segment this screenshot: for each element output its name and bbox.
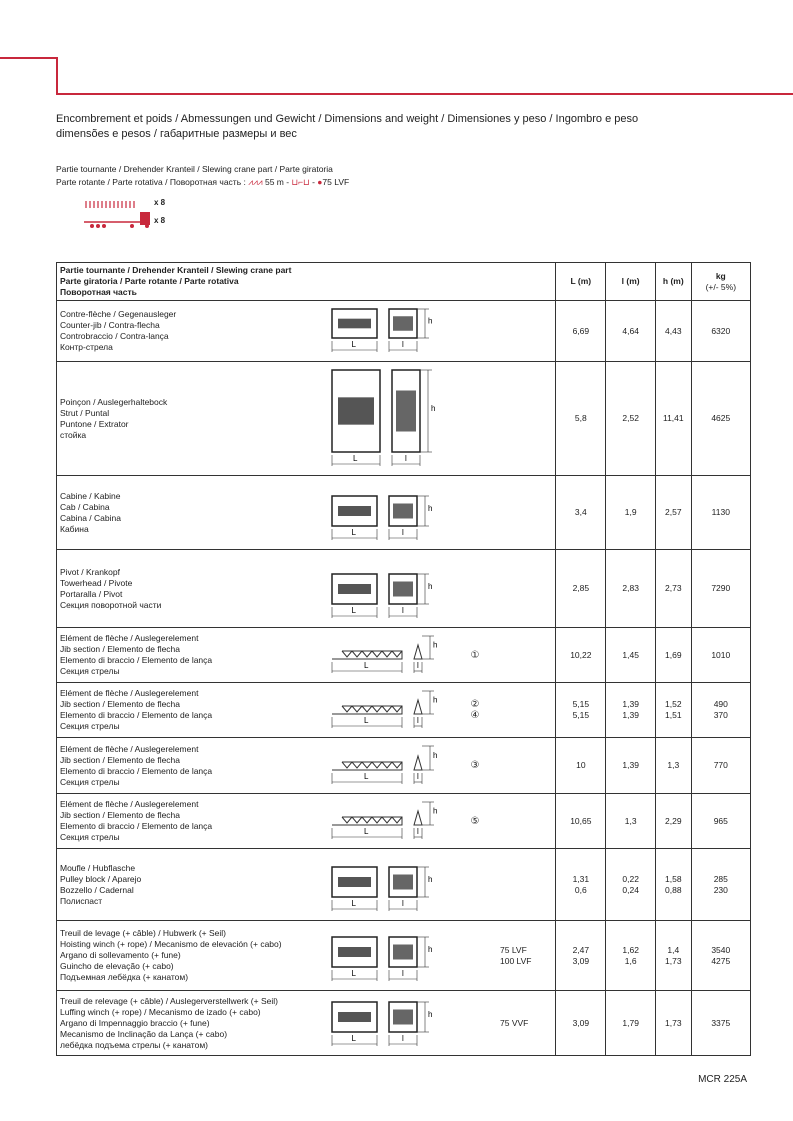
description-line: Contre-flèche / Gegenausleger — [60, 309, 177, 319]
component-description — [60, 799, 330, 843]
value: 285 — [713, 873, 728, 884]
description-line: Argano di Impennaggio braccio (+ fune) — [60, 1017, 210, 1028]
value-kg — [691, 301, 750, 362]
value: 1,79 — [622, 1017, 639, 1028]
dimensions-table — [56, 262, 751, 1056]
red-frame-line — [56, 93, 793, 95]
title-line: Encombrement et poids / Abmessungen und Gewicht / Dimensions and weight / Dimensiones y peso / Ingombro e peso — [56, 113, 639, 125]
value-l — [606, 362, 656, 476]
header-l: l (m) — [606, 263, 656, 301]
value-h — [656, 738, 692, 794]
description-line: Treuil de levage (+ câble) / Hubwerk (+ Seil) — [60, 928, 226, 938]
value: 1,6 — [624, 955, 637, 966]
value-kg — [691, 991, 750, 1056]
description-line: Argano di sollevamento (+ fune) — [60, 950, 181, 960]
component-cell — [57, 476, 556, 550]
value-kg — [691, 628, 750, 683]
variant-labels — [500, 945, 540, 967]
value: 1,4 — [667, 944, 680, 955]
description-line: Кабина — [60, 523, 89, 534]
dim-label-l: l — [402, 605, 404, 615]
description-line: Elément de flèche / Auslegerelement — [60, 743, 199, 754]
value: 10,65 — [570, 815, 592, 826]
winch-model: 75 LVF — [322, 177, 350, 187]
truck-icon — [84, 210, 154, 246]
dim-label-L: L — [364, 771, 369, 781]
dim-label-L: L — [351, 527, 356, 537]
value: 0,88 — [665, 884, 682, 895]
separator: - — [312, 177, 315, 187]
description-line: стойка — [60, 429, 87, 440]
description-line: Jib section / Elemento de flecha — [60, 754, 181, 765]
component-wrap — [60, 366, 552, 472]
variant-label: 100 LVF — [500, 955, 532, 966]
dim-label-L: L — [351, 898, 356, 908]
description-line: Elemento di braccio / Elemento de lança — [60, 765, 213, 776]
sections-count: x 8 — [154, 198, 166, 207]
dim-label-l: l — [402, 339, 404, 349]
value: 2,29 — [665, 815, 682, 826]
value: 1,69 — [665, 649, 682, 660]
value-h — [656, 991, 692, 1056]
component-drawing-icon — [330, 632, 450, 679]
value: 2,85 — [572, 583, 590, 593]
variant-labels — [500, 1018, 540, 1029]
value-h — [656, 794, 692, 849]
description-line: Controbraccio / Contra-lança — [60, 331, 169, 341]
section-number: ② — [470, 699, 480, 710]
dim-label-h: h — [433, 750, 438, 760]
value-h — [656, 476, 692, 550]
table-row — [57, 476, 751, 550]
description-line: Hoisting winch (+ rope) / Mecanismo de elevación (+ cabo) — [60, 939, 282, 949]
value: 2,47 — [572, 944, 590, 955]
description-line: Секция стрелы — [60, 721, 120, 731]
component-cell — [57, 794, 556, 849]
value: 965 — [713, 815, 728, 826]
value: 3540 — [711, 944, 731, 955]
description-line: Moufle / Hubflasche — [60, 862, 136, 873]
variant-label: 75 LVF — [500, 944, 527, 955]
component-cell — [57, 362, 556, 476]
value: 1,58 — [665, 873, 682, 884]
component-wrap — [60, 305, 552, 358]
value-l — [606, 683, 656, 738]
description-line: Portaralla / Pivot — [60, 588, 123, 599]
description-line: Cabina / Cabina — [60, 512, 121, 523]
value: 1,39 — [622, 760, 639, 770]
dim-label-h: h — [428, 503, 433, 513]
table-row — [57, 738, 751, 794]
dim-label-h: h — [428, 874, 433, 884]
value-L — [556, 921, 606, 991]
value-kg — [691, 794, 750, 849]
value: 370 — [713, 710, 728, 720]
dim-label-h: h — [428, 581, 433, 591]
value-l — [606, 794, 656, 849]
component-drawing-icon — [330, 798, 450, 845]
description-line: Секция стрелы — [60, 666, 120, 676]
value: 2,73 — [665, 583, 682, 593]
dim-label-l: l — [417, 715, 419, 725]
value-l — [606, 301, 656, 362]
value: 6320 — [711, 325, 731, 336]
header-desc-line: Parte giratoria / Parte rotante / Parte rotativa — [60, 276, 239, 286]
description-line: Elément de flèche / Auslegerelement — [60, 799, 199, 809]
dim-label-L: L — [364, 826, 369, 836]
value-l — [606, 991, 656, 1056]
value-kg — [691, 738, 750, 794]
table-header-row — [57, 263, 751, 301]
red-frame-line — [56, 57, 58, 95]
description-line: Секция стрелы — [60, 776, 120, 787]
description-line: Towerhead / Pivote — [60, 577, 133, 588]
description-line: Guincho de elevação (+ cabo) — [60, 961, 174, 971]
value: 1,39 — [622, 699, 639, 709]
component-drawing-icon — [330, 305, 450, 358]
value-L — [556, 628, 606, 683]
value: 1,31 — [572, 873, 590, 884]
dim-label-l: l — [417, 771, 419, 781]
value-h — [656, 849, 692, 921]
value-h — [656, 921, 692, 991]
hook-icon: ⊔⌐⊔ — [291, 177, 310, 187]
value-kg — [691, 550, 750, 628]
value: 1,73 — [665, 1017, 682, 1028]
transport-info — [84, 196, 204, 232]
description-line: Puntone / Extrator — [60, 418, 129, 429]
table-row — [57, 550, 751, 628]
table-row — [57, 362, 751, 476]
description-line: Контр-стрела — [60, 342, 113, 352]
description-line: Counter-jib / Contra-flecha — [60, 320, 160, 330]
dim-label-L: L — [351, 968, 356, 978]
value: 1,39 — [622, 710, 639, 720]
value: 7290 — [711, 583, 731, 593]
value: 2,83 — [622, 583, 639, 593]
value-h — [656, 362, 692, 476]
header-L: L (m) — [556, 263, 606, 301]
component-description — [60, 744, 330, 788]
description-line: Pivot / Krankopf — [60, 566, 121, 577]
dim-label-L: L — [351, 1033, 356, 1043]
component-drawing-icon — [330, 480, 450, 546]
description-line: Cab / Cabina — [60, 501, 110, 512]
value-L — [556, 550, 606, 628]
value-l — [606, 849, 656, 921]
value-l — [606, 738, 656, 794]
value: 1,3 — [624, 815, 637, 826]
value-L — [556, 301, 606, 362]
value: 1,45 — [622, 649, 639, 660]
description-line: Секция поворотной части — [60, 599, 162, 610]
value: 2,57 — [665, 507, 682, 517]
component-drawing-icon — [330, 742, 450, 790]
trucks-count: x 8 — [154, 216, 166, 225]
value: 0,22 — [622, 873, 639, 884]
value-kg — [691, 362, 750, 476]
component-description — [60, 491, 330, 535]
page-title — [56, 112, 696, 142]
component-description — [60, 928, 330, 983]
description-line: Strut / Puntal — [60, 407, 110, 418]
description-line: Jib section / Elemento de flecha — [60, 644, 181, 654]
dim-label-h: h — [433, 695, 438, 704]
dim-label-l: l — [402, 898, 404, 908]
component-wrap — [60, 554, 552, 624]
description-line: Секция стрелы — [60, 832, 120, 842]
value: 1,73 — [665, 955, 682, 966]
component-drawing-icon — [330, 687, 450, 734]
value: 10 — [576, 760, 586, 770]
component-cell — [57, 849, 556, 921]
component-wrap — [60, 995, 552, 1052]
description-line: лебёдка подъема стрелы (+ канатом) — [60, 1039, 208, 1050]
dim-label-L: L — [364, 660, 369, 670]
component-wrap — [60, 798, 552, 845]
section-number: ⑤ — [470, 815, 480, 827]
value-kg — [691, 849, 750, 921]
header-h: h (m) — [656, 263, 692, 301]
value: 3,4 — [574, 507, 587, 517]
table-row — [57, 683, 751, 738]
value-l — [606, 628, 656, 683]
dim-label-h: h — [433, 806, 438, 815]
component-wrap — [60, 480, 552, 546]
value: 0,6 — [574, 884, 587, 895]
value: 1,62 — [622, 944, 639, 955]
component-cell — [57, 738, 556, 794]
jib-length: 55 m - — [264, 177, 290, 187]
section-number: ③ — [470, 760, 480, 771]
value-l — [606, 550, 656, 628]
component-cell — [57, 301, 556, 362]
table-row — [57, 991, 751, 1056]
value: 5,15 — [572, 699, 590, 709]
component-drawing-icon — [330, 925, 450, 987]
component-description — [60, 309, 330, 353]
section-number-marker — [450, 760, 500, 771]
table-row — [57, 301, 751, 362]
value: 490 — [713, 699, 728, 709]
component-drawing-icon — [330, 366, 450, 472]
value-kg — [691, 683, 750, 738]
value: 3,09 — [572, 1017, 590, 1028]
subtitle-prefix: Parte rotante / Parte rotativa / Поворотная часть : — [56, 177, 249, 187]
title-line: dimensões e pesos / габаритные размеры и вес — [56, 128, 297, 140]
dim-label-h: h — [428, 316, 433, 325]
dim-label-h: h — [431, 403, 436, 413]
section-number-marker — [450, 650, 500, 661]
red-frame-line — [0, 57, 57, 59]
description-line: Подъемная лебёдка (+ канатом) — [60, 972, 189, 982]
table-row — [57, 628, 751, 683]
section-number: ④ — [470, 710, 480, 721]
value-l — [606, 921, 656, 991]
dim-label-l: l — [417, 826, 419, 836]
winch-icon: ● — [317, 177, 323, 187]
description-line: Elemento di braccio / Elemento de lança — [60, 655, 213, 665]
model-footer: MCR 225A — [698, 1074, 747, 1085]
value: 4,43 — [665, 325, 682, 336]
value-kg — [691, 476, 750, 550]
description-line: Jib section / Elemento de flecha — [60, 810, 181, 820]
description-line: Elément de flèche / Auslegerelement — [60, 633, 199, 643]
component-description — [60, 567, 330, 611]
jib-icon: ⩘⩘⩘ — [248, 177, 263, 187]
value: 1,9 — [624, 507, 637, 517]
value: 770 — [713, 760, 728, 770]
component-wrap — [60, 742, 552, 790]
value: 5,8 — [574, 413, 587, 423]
value: 4,64 — [622, 325, 639, 336]
dim-label-l: l — [402, 1033, 404, 1043]
dim-label-l: l — [417, 660, 419, 670]
value: 1,52 — [665, 699, 682, 709]
value-l — [606, 476, 656, 550]
table-row — [57, 794, 751, 849]
description-line: Luffing winch (+ rope) / Mecanismo de izado (+ cabo) — [60, 1006, 261, 1017]
dim-label-h: h — [428, 944, 433, 954]
value-h — [656, 683, 692, 738]
dim-label-L: L — [351, 605, 356, 615]
section-number-marker — [450, 699, 500, 721]
value: 10,22 — [570, 649, 592, 660]
header-kg — [691, 263, 750, 301]
dim-label-L: L — [353, 453, 358, 463]
value: 1,51 — [665, 710, 682, 720]
value: 6,69 — [572, 325, 590, 336]
value: 1,3 — [667, 760, 680, 770]
value-h — [656, 301, 692, 362]
header-desc-line: Partie tournante / Drehender Kranteil / Slewing crane part — [60, 265, 292, 275]
value-L — [556, 849, 606, 921]
dim-label-h: h — [428, 1009, 433, 1019]
component-wrap — [60, 687, 552, 734]
component-drawing-icon — [330, 554, 450, 624]
description-line: Elément de flèche / Auslegerelement — [60, 688, 199, 698]
header-desc-line: Поворотная часть — [60, 287, 137, 297]
component-cell — [57, 550, 556, 628]
component-description — [60, 397, 330, 441]
table-row — [57, 849, 751, 921]
description-line: Cabine / Kabine — [60, 490, 121, 501]
value-L — [556, 476, 606, 550]
description-line: Treuil de relevage (+ câble) / Auslegerverstellwerk (+ Seil) — [60, 995, 278, 1006]
description-line: Mecanismo de Inclinação da Lança (+ cabo) — [60, 1028, 228, 1039]
component-cell — [57, 683, 556, 738]
component-description — [60, 863, 330, 907]
table-row — [57, 921, 751, 991]
value: 1010 — [711, 649, 731, 660]
component-drawing-icon — [330, 995, 450, 1052]
value-L — [556, 738, 606, 794]
value-h — [656, 628, 692, 683]
dim-label-L: L — [364, 715, 369, 725]
value: 2,52 — [622, 413, 639, 423]
description-line: Jib section / Elemento de flecha — [60, 699, 181, 709]
value: 3,09 — [572, 955, 590, 966]
description-line: Pulley block / Aparejo — [60, 873, 142, 884]
value-L — [556, 794, 606, 849]
subtitle-line: Partie tournante / Drehender Kranteil / Slewing crane part / Parte giratoria — [56, 164, 333, 174]
component-drawing-icon — [330, 853, 450, 917]
description-line: Bozzello / Cadernal — [60, 884, 134, 895]
value: 5,15 — [572, 710, 590, 720]
value: 4625 — [711, 413, 731, 423]
value-L — [556, 991, 606, 1056]
dim-label-L: L — [351, 339, 356, 349]
subtitle-line — [56, 176, 349, 189]
dim-label-l: l — [402, 968, 404, 978]
dim-label-h: h — [433, 640, 438, 649]
header-kg-label: kg — [715, 270, 726, 281]
section-number: ① — [470, 649, 480, 661]
component-wrap — [60, 925, 552, 987]
component-cell — [57, 628, 556, 683]
section-subtitle — [56, 163, 349, 189]
description-line: Elemento di braccio / Elemento de lança — [60, 821, 213, 831]
variant-label: 75 VVF — [500, 1017, 529, 1028]
description-line: Elemento di braccio / Elemento de lança — [60, 710, 213, 720]
value: 1130 — [711, 507, 730, 517]
component-cell — [57, 921, 556, 991]
section-number-marker — [450, 816, 500, 827]
value-L — [556, 362, 606, 476]
value-h — [656, 550, 692, 628]
value: 4275 — [711, 955, 731, 966]
value: 230 — [713, 884, 728, 895]
description-line: Полиспаст — [60, 895, 103, 906]
component-description — [60, 633, 330, 677]
header-kg-tolerance: (+/- 5%) — [705, 281, 737, 292]
value-kg — [691, 921, 750, 991]
component-wrap — [60, 632, 552, 679]
component-description — [60, 688, 330, 732]
component-cell — [57, 991, 556, 1056]
dim-label-l: l — [405, 453, 407, 463]
header-desc — [57, 263, 556, 301]
value: 11,41 — [662, 413, 684, 423]
value-L — [556, 683, 606, 738]
value: 3375 — [711, 1017, 731, 1028]
dim-label-l: l — [402, 527, 404, 537]
component-description — [60, 996, 330, 1051]
component-wrap — [60, 853, 552, 917]
description-line: Poinçon / Auslegerhaltebock — [60, 396, 168, 407]
value: 0,24 — [622, 884, 639, 895]
